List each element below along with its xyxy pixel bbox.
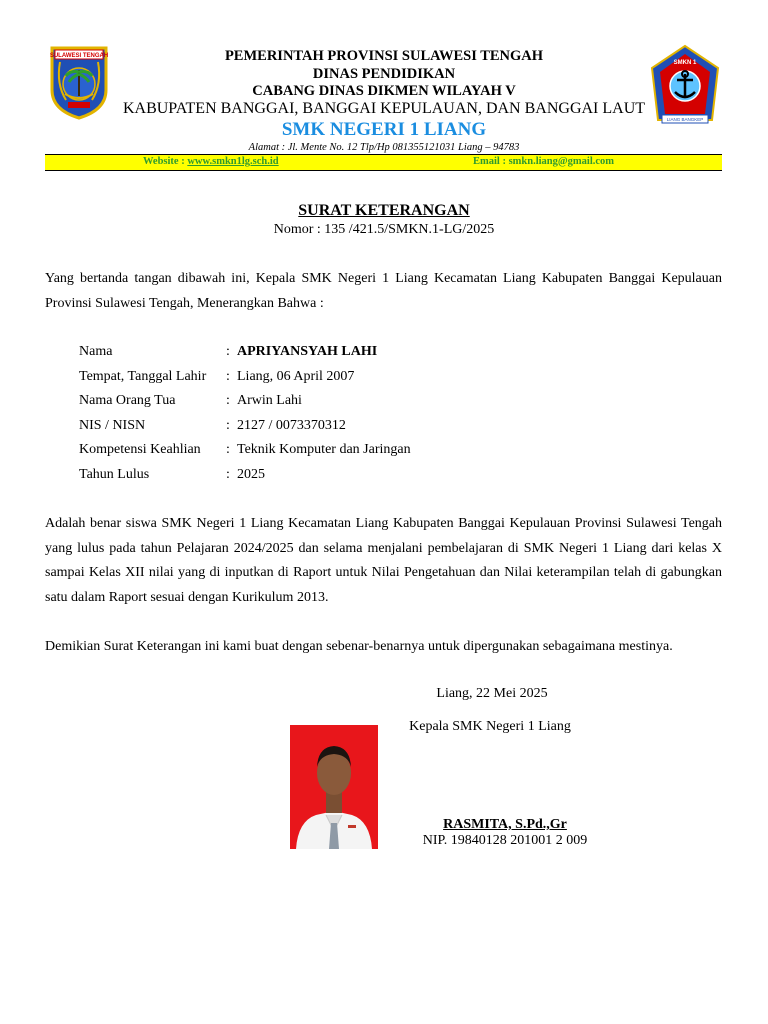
signer-nip: NIP. 19840128 201001 2 009: [422, 833, 588, 848]
website-link[interactable]: www.smkn1lg.sch.id: [187, 156, 279, 167]
field-label: Nama: [79, 344, 113, 359]
region-name: KABUPATEN BANGGAI, BANGGAI KEPULAUAN, DAN BANGGAI LAUT: [122, 100, 646, 117]
field-colon: :: [226, 442, 230, 458]
student-photo: [290, 725, 378, 849]
emblem-label: SULAWESI TENGAH: [49, 53, 109, 59]
letter-title: SURAT KETERANGAN: [298, 202, 470, 219]
field-value: Teknik Komputer dan Jaringan: [237, 442, 411, 458]
body-paragraph: Adalah benar siswa SMK Negeri 1 Liang Kecamatan Liang Kabupaten Banggai Kepulauan Provinsi Sulawesi Tengah yang lulus pada tahun Pelajaran 2024/2025 dan selama menjalani pembelajaran di SMK Negeri 1 Liang dari kelas X sampai Kelas XII nilai yang di inputkan di Raport untuk Nilai Pengetahuan dan Nilai keterampilan telah di gabungkan satu dalam Raport sesuai dengan Kurikulum 2013.: [45, 516, 722, 605]
opening-paragraph: Yang bertanda tangan dibawah ini, Kepala SMK Negeri 1 Liang Kecamatan Liang Kabupaten Banggai Kepulauan Provinsi Sulawesi Tengah, Menerangkan Bahwa :: [45, 271, 722, 311]
field-colon: :: [226, 368, 230, 384]
field-value: Liang, 06 April 2007: [237, 368, 355, 384]
school-logo-icon: [648, 44, 722, 126]
closing-paragraph: Demikian Surat Keterangan ini kami buat dengan sebenar-benarnya untuk dipergunakan sebagaimana mestinya.: [45, 639, 673, 654]
contact-bar: [45, 154, 722, 171]
email-info: Email : smkn.liang@gmail.com: [473, 156, 615, 167]
signer-position: Kepala SMK Negeri 1 Liang: [409, 719, 571, 734]
field-label: Kompetensi Keahlian: [79, 442, 201, 458]
field-label: NIS / NISN: [79, 417, 146, 433]
field-label: Tempat, Tanggal Lahir: [79, 368, 207, 384]
field-value: 2025: [237, 466, 265, 482]
logo-top-text: SMKN 1: [673, 60, 697, 66]
field-colon: :: [226, 393, 230, 409]
branch-name: CABANG DINAS DIKMEN WILAYAH V: [252, 83, 516, 99]
field-colon: :: [226, 466, 230, 482]
field-colon: :: [226, 344, 230, 359]
government-name: PEMERINTAH PROVINSI SULAWESI TENGAH: [224, 48, 544, 64]
field-value: Arwin Lahi: [237, 393, 302, 409]
logo-bottom-text: LIANG BANGKEP: [666, 117, 704, 122]
field-label: Nama Orang Tua: [79, 393, 176, 409]
department-name: DINAS PENDIDIKAN: [312, 66, 456, 82]
signer-name: RASMITA, S.Pd.,Gr: [443, 817, 567, 832]
school-address: Alamat : Jl. Mente No. 12 Tlp/Hp 081355121031 Liang – 94783: [248, 142, 520, 153]
field-value: 2127 / 0073370312: [237, 417, 346, 433]
field-label: Tahun Lulus: [79, 466, 150, 482]
letter-number: Nomor : 135 /421.5/SMKN.1-LG/2025: [273, 222, 495, 237]
letter-date: Liang, 22 Mei 2025: [436, 686, 548, 701]
school-name: SMK NEGERI 1 LIANG: [281, 119, 487, 140]
website-info: Website : www.smkn1lg.sch.id: [143, 156, 279, 167]
field-colon: :: [226, 417, 230, 433]
sulawesi-tengah-emblem-icon: [48, 44, 110, 120]
field-value: APRIYANSYAH LAHI: [237, 344, 378, 359]
